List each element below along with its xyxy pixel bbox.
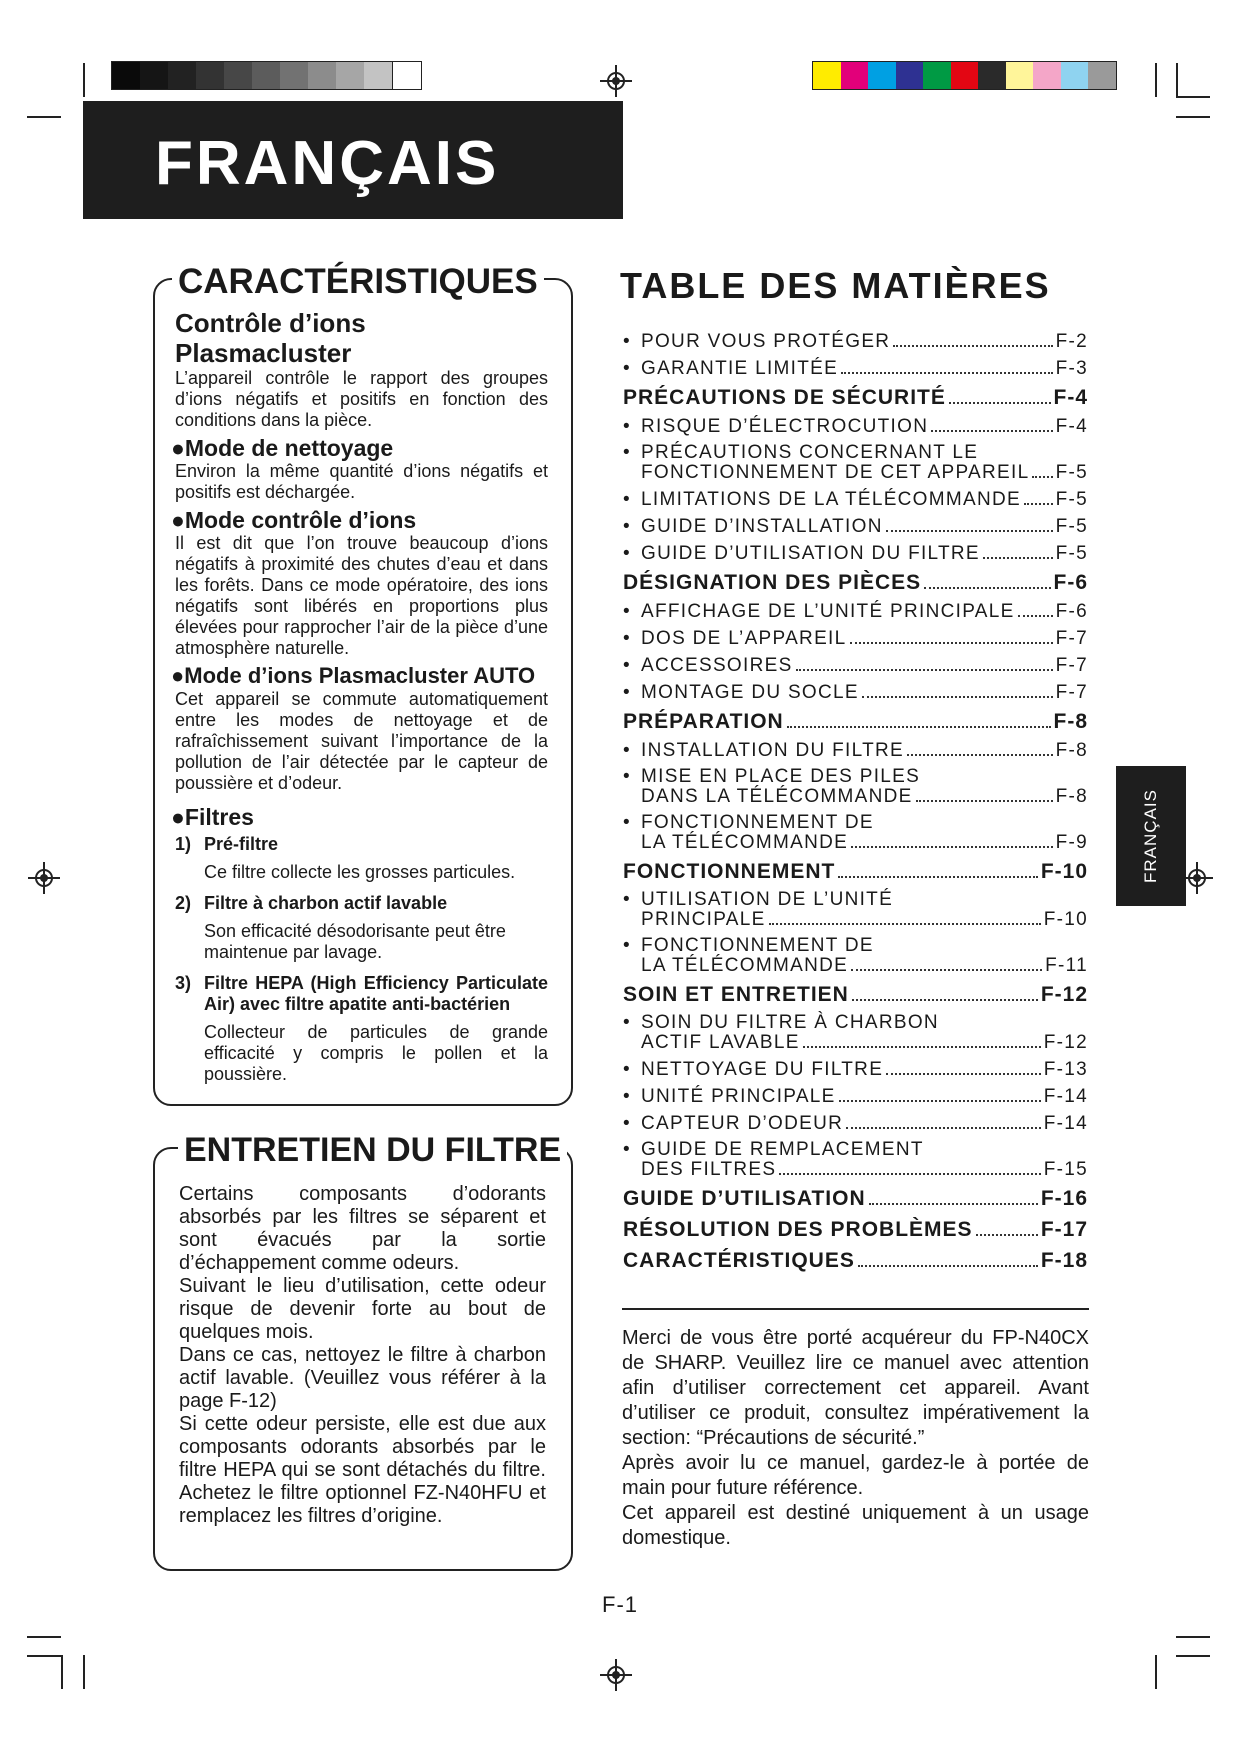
toc-entry	[623, 1086, 1088, 1113]
toc-entry-page: F-9	[1055, 832, 1088, 853]
color-swatch	[1033, 62, 1061, 89]
bullet-icon: •	[623, 358, 631, 379]
toc-leader	[787, 726, 1051, 728]
toc-entry	[623, 601, 1088, 628]
toc-entry-page: F-5	[1055, 462, 1088, 483]
toc-entry-page: F-12	[1040, 983, 1088, 1006]
color-swatch	[1088, 62, 1116, 89]
toc-entry-page: F-5	[1055, 516, 1088, 537]
toc-leader	[869, 1203, 1038, 1205]
toc-entry-title: NETTOYAGE DU FILTRE	[641, 1059, 884, 1080]
toc-leader	[803, 1046, 1041, 1048]
toc-entry-page: F-12	[1043, 1032, 1088, 1053]
control-heading: Contrôle d’ions Plasmacluster	[175, 308, 366, 368]
filter-name: Filtre HEPA (High Efficiency Particulate Air) avec filtre apatite anti-bactérien	[204, 973, 548, 1014]
toc-entry-title: DES FILTRES	[641, 1159, 777, 1180]
toc-entry-page: F-6	[1055, 601, 1088, 622]
filter-item	[175, 973, 548, 1085]
toc-entry	[623, 516, 1088, 543]
toc-entry-title: ACCESSOIRES	[641, 655, 793, 676]
toc-leader	[1018, 615, 1053, 617]
toc-leader	[976, 1234, 1038, 1236]
side-tab-label: FRANÇAIS	[1141, 789, 1160, 883]
toc-section-entry	[623, 1248, 1088, 1279]
toc-title: TABLE DES MATIÈRES	[620, 265, 1051, 306]
toc-leader	[779, 1173, 1040, 1175]
mode-nettoyage-heading: ●Mode de nettoyage	[171, 435, 394, 461]
bullet-icon: •	[623, 601, 631, 622]
toc-entry-page: F-6	[1053, 571, 1088, 594]
toc-entry-title: AFFICHAGE DE L’UNITÉ PRINCIPALE	[641, 601, 1015, 622]
toc-leader	[886, 1073, 1041, 1075]
toc-entry-page: F-7	[1055, 682, 1088, 703]
toc-entry-title: LIMITATIONS DE LA TÉLÉCOMMANDE	[641, 489, 1022, 510]
toc-entry-page: F-11	[1045, 955, 1088, 976]
toc-leader	[852, 999, 1038, 1001]
bullet-icon: •	[623, 543, 631, 564]
intro-paragraph: Après avoir lu ce manuel, gardez-le à portée de main pour future référence.	[622, 1452, 1089, 1499]
filter-item	[175, 893, 548, 963]
toc-entry-page: F-17	[1040, 1218, 1088, 1241]
bullet-icon: •	[623, 1012, 631, 1033]
toc-section-entry	[623, 385, 1088, 416]
bullet-icon: •	[623, 766, 631, 787]
crop-mark	[27, 1636, 61, 1638]
registration-mark-icon	[28, 862, 60, 894]
bullet-icon: •	[623, 682, 631, 703]
toc-leader	[916, 800, 1053, 802]
toc-leader	[862, 696, 1053, 698]
toc-entry-title: FONCTIONNEMENT	[623, 860, 836, 883]
toc-leader	[983, 557, 1053, 559]
intro-paragraph: Merci de vous être porté acquéreur du FP-N40CX de SHARP. Veuillez lire ce manuel avec attention afin d’utiliser correctement cet appareil. Avant d’utiliser ce produit, consultez impérativement la section: “Précautions de sécurité.”	[622, 1327, 1089, 1449]
color-swatch	[1006, 62, 1034, 89]
color-swatch	[1061, 62, 1089, 89]
banner-title: FRANÇAIS	[155, 129, 500, 198]
bullet-icon: •	[623, 1139, 631, 1160]
gray-swatch	[224, 62, 252, 89]
gray-swatch	[392, 62, 421, 89]
bullet-icon: •	[623, 1086, 631, 1107]
toc-section-entry	[623, 1186, 1088, 1217]
toc-section-entry	[623, 982, 1088, 1013]
toc-leader	[886, 530, 1053, 532]
toc-entry-page: F-4	[1055, 416, 1088, 437]
toc-entry-title-line: GUIDE DE REMPLACEMENT	[641, 1139, 924, 1160]
gray-swatch	[196, 62, 224, 89]
toc-entry	[623, 1113, 1088, 1140]
filter-description: Collecteur de particules de grande efficacité y compris le pollen et la poussière.	[204, 1022, 548, 1084]
toc-entry-title: CAPTEUR D’ODEUR	[641, 1113, 844, 1134]
entretien-content	[179, 1183, 546, 1528]
toc-entry-page: F-5	[1055, 543, 1088, 564]
toc-leader	[841, 372, 1052, 374]
toc-entry-page: F-4	[1053, 386, 1088, 409]
entretien-paragraph: Si cette odeur persiste, elle est due aux composants odorants absorbés par le filtre HEPA qui se sont détachés du filtre. Achetez le filtre optionnel FZ-N40HFU et remplacez les filtres d’origine.	[179, 1413, 546, 1527]
toc-leader	[851, 846, 1053, 848]
bullet-icon: •	[623, 442, 631, 463]
filter-number: 3)	[175, 973, 192, 993]
toc-entry-page: F-13	[1043, 1059, 1088, 1080]
toc-leader	[851, 969, 1042, 971]
grayscale-calibration-strip	[111, 61, 422, 90]
toc-entry	[623, 628, 1088, 655]
toc-entry	[623, 936, 1088, 977]
toc-entry	[623, 543, 1088, 570]
page-number: F-1	[602, 1592, 638, 1617]
toc-entry-title: CARACTÉRISTIQUES	[623, 1249, 855, 1272]
intro-content	[622, 1326, 1089, 1551]
caracteristiques-title: CARACTÉRISTIQUES	[172, 262, 544, 302]
toc-entry-title-line: SOIN DU FILTRE À CHARBON	[641, 1012, 939, 1033]
toc-entry-title: GARANTIE LIMITÉE	[641, 358, 839, 379]
toc-entry	[623, 813, 1088, 854]
toc-entry-title: DOS DE L’APPAREIL	[641, 628, 847, 649]
bullet-icon: •	[623, 1059, 631, 1080]
toc-entry	[623, 1140, 1088, 1181]
bullet-icon: •	[623, 812, 631, 833]
bullet-icon: •	[623, 740, 631, 761]
filter-item	[175, 834, 548, 883]
toc-entry-page: F-16	[1040, 1187, 1088, 1210]
toc-section-entry	[623, 570, 1088, 601]
toc-leader	[769, 923, 1041, 925]
toc-entry-title: GUIDE D’INSTALLATION	[641, 516, 883, 537]
bullet-icon: •	[623, 889, 631, 910]
color-swatch	[923, 62, 951, 89]
toc-entry	[623, 655, 1088, 682]
toc-entry-page: F-3	[1055, 358, 1088, 379]
mode-controle-text: Il est dit que l’on trouve beaucoup d’ions négatifs à proximité des chutes d’eau et dans les forêts. Dans ce mode opératoire, des ions négatifs sont libérés en proportions plus élevées pour rapprocher l’air de la pièce d’une atmosphère naturelle.	[175, 533, 548, 658]
bullet-icon: •	[623, 331, 631, 352]
gray-swatch	[364, 62, 392, 89]
toc-entry-title: GUIDE D’UTILISATION	[623, 1187, 866, 1210]
toc-entry	[623, 767, 1088, 808]
bullet-icon: •	[623, 628, 631, 649]
toc-entry-title: RÉSOLUTION DES PROBLÈMES	[623, 1218, 973, 1241]
control-text: L’appareil contrôle le rapport des groupes d’ions négatifs et positifs en fonction des conditions dans la pièce.	[175, 368, 548, 430]
toc-leader	[839, 1100, 1041, 1102]
toc-leader	[931, 430, 1052, 432]
crop-mark	[1155, 1655, 1157, 1689]
color-swatch	[868, 62, 896, 89]
toc-entry	[623, 489, 1088, 516]
crop-mark	[1176, 1655, 1210, 1657]
color-swatch	[841, 62, 869, 89]
toc-entry	[623, 1059, 1088, 1086]
entretien-paragraph: Certains composants d’odorants absorbés par les filtres se séparent et sont évacués par la sortie d’échappement comme odeurs.	[179, 1183, 546, 1274]
filtres-heading: ●Filtres	[171, 804, 254, 830]
filter-name: Pré-filtre	[204, 834, 279, 854]
table-of-contents	[623, 331, 1088, 1279]
gray-swatch	[308, 62, 336, 89]
toc-entry	[623, 682, 1088, 709]
mode-nettoyage-text: Environ la même quantité d’ions négatifs et positifs est déchargée.	[175, 461, 548, 502]
toc-entry-page: F-5	[1055, 489, 1088, 510]
toc-entry-page: F-14	[1043, 1086, 1088, 1107]
toc-entry-title: UNITÉ PRINCIPALE	[641, 1086, 836, 1107]
toc-entry-title-line: MISE EN PLACE DES PILES	[641, 766, 921, 787]
toc-entry-page: F-10	[1040, 860, 1088, 883]
toc-entry-page: F-15	[1043, 1159, 1088, 1180]
toc-entry-title-line: PRÉCAUTIONS CONCERNANT LE	[641, 442, 979, 463]
gray-swatch	[252, 62, 280, 89]
crop-mark	[27, 116, 61, 118]
toc-leader	[846, 1127, 1041, 1129]
toc-leader	[1032, 476, 1052, 478]
toc-leader	[907, 754, 1053, 756]
intro-paragraph: Cet appareil est destiné uniquement à un usage domestique.	[622, 1502, 1089, 1549]
toc-entry-title: PRÉPARATION	[623, 710, 784, 733]
divider	[622, 1308, 1089, 1310]
toc-entry-title: RISQUE D’ÉLECTROCUTION	[641, 416, 929, 437]
toc-entry	[623, 443, 1088, 484]
bullet-icon: •	[623, 489, 631, 510]
filter-name: Filtre à charbon actif lavable	[204, 893, 448, 913]
crop-mark	[1176, 96, 1210, 98]
toc-entry-page: F-2	[1055, 331, 1088, 352]
toc-entry-page: F-8	[1055, 740, 1088, 761]
toc-entry-title: ACTIF LAVABLE	[641, 1032, 800, 1053]
toc-section-entry	[623, 709, 1088, 740]
toc-entry	[623, 1013, 1088, 1054]
crop-mark	[1176, 1636, 1210, 1638]
gray-swatch	[112, 62, 140, 89]
bullet-icon: •	[623, 935, 631, 956]
toc-entry-title-line: FONCTIONNEMENT DE	[641, 812, 874, 833]
toc-entry-page: F-8	[1055, 786, 1088, 807]
toc-entry-page: F-18	[1040, 1249, 1088, 1272]
gray-swatch	[336, 62, 364, 89]
toc-entry-title: PRÉCAUTIONS DE SÉCURITÉ	[623, 386, 946, 409]
toc-entry-title: GUIDE D’UTILISATION DU FILTRE	[641, 543, 980, 564]
toc-entry-page: F-8	[1053, 710, 1088, 733]
toc-entry-title: INSTALLATION DU FILTRE	[641, 740, 904, 761]
toc-entry-title: LA TÉLÉCOMMANDE	[641, 955, 849, 976]
mode-auto-text: Cet appareil se commute automatiquement entre les modes de nettoyage et de rafraîchissement suivant l’importance de la pollution de l’air détectée par le capteur de poussière et d’odeur.	[175, 689, 548, 793]
toc-entry-page: F-7	[1055, 655, 1088, 676]
entretien-paragraph: Dans ce cas, nettoyez le filtre à charbon actif lavable. (Veuillez vous référer à la page F-12)	[179, 1344, 546, 1412]
gray-swatch	[140, 62, 168, 89]
color-swatch	[813, 62, 841, 89]
language-side-tab	[1116, 766, 1186, 906]
crop-mark	[83, 1655, 85, 1689]
toc-entry-title: DANS LA TÉLÉCOMMANDE	[641, 786, 913, 807]
gray-swatch	[168, 62, 196, 89]
color-swatch	[951, 62, 979, 89]
bullet-icon: •	[623, 655, 631, 676]
toc-leader	[949, 402, 1051, 404]
crop-mark	[1176, 116, 1210, 118]
bullet-icon: •	[623, 516, 631, 537]
toc-section-entry	[623, 1217, 1088, 1248]
filter-description: Son efficacité désodorisante peut être maintenue par lavage.	[204, 921, 506, 962]
toc-entry	[623, 331, 1088, 358]
registration-mark-icon	[600, 1659, 632, 1691]
filter-number: 1)	[175, 834, 192, 854]
toc-entry-title-line: FONCTIONNEMENT DE	[641, 935, 874, 956]
caracteristiques-content	[171, 308, 548, 1085]
color-calibration-strip	[812, 61, 1117, 90]
toc-section-entry	[623, 859, 1088, 890]
filter-number: 2)	[175, 893, 192, 913]
toc-leader	[858, 1265, 1038, 1267]
toc-leader	[924, 587, 1050, 589]
toc-entry-page: F-14	[1043, 1113, 1088, 1134]
bullet-icon: •	[623, 1113, 631, 1134]
toc-entry-title: MONTAGE DU SOCLE	[641, 682, 859, 703]
toc-entry-page: F-10	[1043, 909, 1088, 930]
filter-description: Ce filtre collecte les grosses particules.	[204, 862, 516, 882]
toc-leader	[893, 345, 1052, 347]
registration-mark-icon	[600, 65, 632, 97]
bullet-icon: •	[623, 416, 631, 437]
toc-entry-title: POUR VOUS PROTÉGER	[641, 331, 891, 352]
crop-mark	[61, 1655, 63, 1689]
toc-entry	[623, 740, 1088, 767]
crop-mark	[1155, 63, 1157, 97]
toc-entry	[623, 358, 1088, 385]
color-swatch	[896, 62, 924, 89]
entretien-title: ENTRETIEN DU FILTRE	[178, 1130, 567, 1170]
entretien-paragraph: Suivant le lieu d’utilisation, cette odeur risque de devenir forte au bout de quelques mois.	[179, 1275, 546, 1343]
toc-leader	[850, 642, 1053, 644]
toc-leader	[838, 876, 1037, 878]
toc-entry-title: LA TÉLÉCOMMANDE	[641, 832, 849, 853]
toc-entry-title: SOIN ET ENTRETIEN	[623, 983, 849, 1006]
toc-entry	[623, 416, 1088, 443]
toc-entry-title-line: UTILISATION DE L’UNITÉ	[641, 889, 894, 910]
crop-mark	[83, 63, 85, 97]
gray-swatch	[280, 62, 308, 89]
toc-entry-title: PRINCIPALE	[641, 909, 766, 930]
toc-entry	[623, 890, 1088, 931]
toc-leader	[1024, 503, 1053, 505]
mode-controle-heading: ●Mode contrôle d’ions	[171, 507, 417, 533]
crop-mark	[27, 1655, 61, 1657]
color-swatch	[978, 62, 1006, 89]
mode-auto-heading: ●Mode d’ions Plasmacluster AUTO	[171, 663, 536, 688]
toc-entry-title: DÉSIGNATION DES PIÈCES	[623, 571, 922, 594]
toc-entry-title: FONCTIONNEMENT DE CET APPAREIL	[641, 462, 1030, 483]
crop-mark	[1176, 63, 1178, 97]
toc-entry-page: F-7	[1055, 628, 1088, 649]
toc-leader	[796, 669, 1053, 671]
